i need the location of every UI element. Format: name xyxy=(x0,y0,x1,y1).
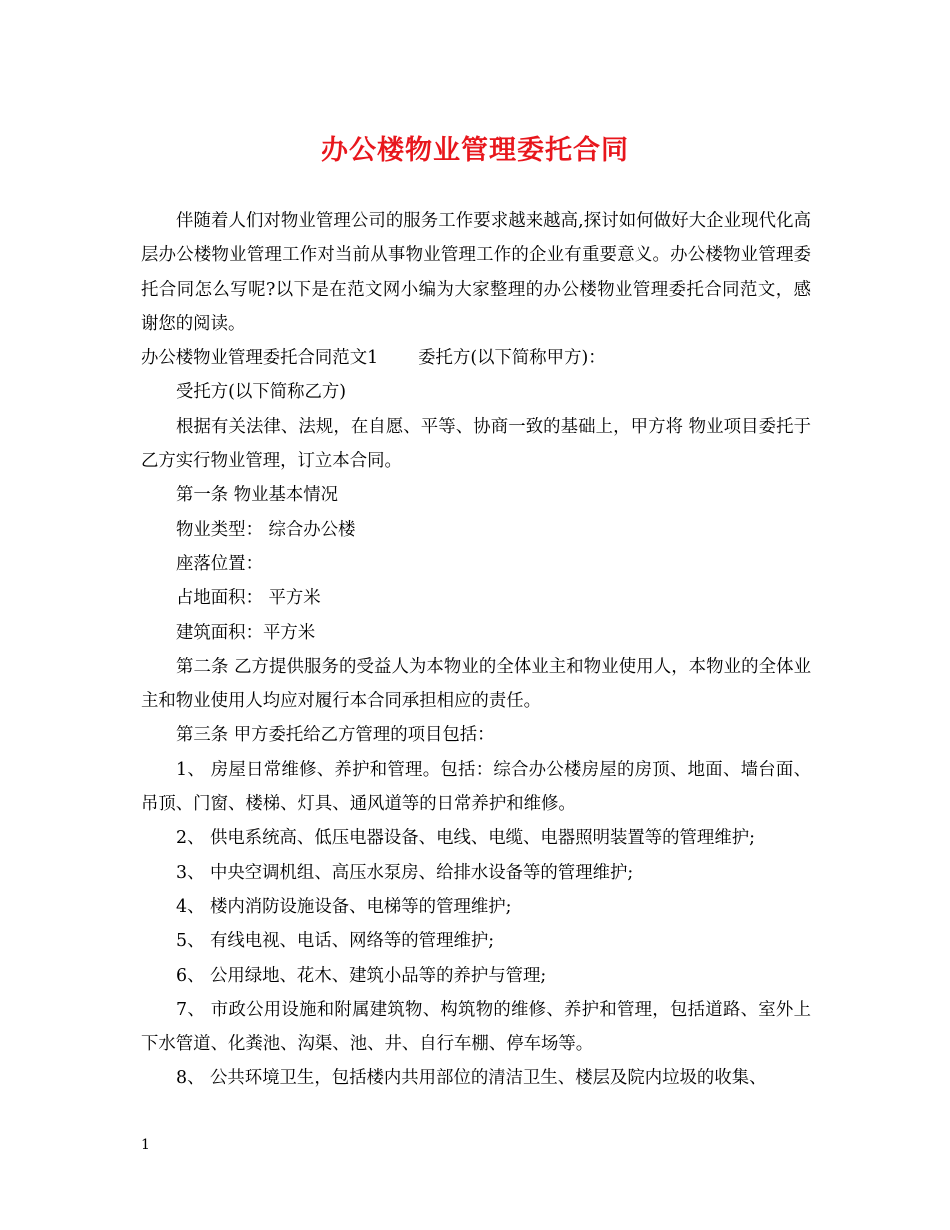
list-item: 3、 中央空调机组、高压水泵房、给排水设备等的管理维护; xyxy=(176,862,634,883)
list-item: 1、 房屋日常维修、养护和管理。包括：综合办公楼房屋的房顶、地面、墙台面、吊顶、门窗、楼梯、灯具、通风道等的日常养护和维修。 xyxy=(141,759,811,815)
document-title: 办公楼物业管理委托合同 xyxy=(321,135,629,166)
article-2-paragraph: 第二条 乙方提供服务的受益人为本物业的全体业主和物业使用人，本物业的全体业主和物业使用人均应对履行本合同承担相应的责任。 xyxy=(141,656,811,712)
intro-paragraph: 伴随着人们对物业管理公司的服务工作要求越来越高,探讨如何做好大企业现代化高层办公楼物业管理工作对当前从事物业管理工作的企业有重要意义。办公楼物业管理委托合同怎么写呢?以下是在范文网小编为大家整理的办公楼物业管理委托合同范文，感谢您的阅读。 xyxy=(141,211,811,334)
article-3-title: 第三条 甲方委托给乙方管理的项目包括： xyxy=(176,725,495,746)
sample-heading: 办公楼物业管理委托合同范文1 xyxy=(141,348,379,369)
list-item: 7、 市政公用设施和附属建筑物、构筑物的维修、养护和管理，包括道路、室外上下水管道、化粪池、沟渠、池、井、自行车棚、停车场等。 xyxy=(141,999,811,1055)
party-b-label: 受托方(以下简称乙方) xyxy=(176,382,347,403)
document-body xyxy=(141,204,811,1096)
page-number: 1 xyxy=(141,1137,150,1153)
land-area: 占地面积： 平方米 xyxy=(176,588,321,609)
building-area: 建筑面积：平方米 xyxy=(176,622,316,643)
party-a-label: 委托方(以下简称甲方)： xyxy=(418,348,606,369)
list-item: 6、 公用绿地、花木、建筑小品等的养护与管理; xyxy=(176,965,547,986)
list-item: 2、 供电系统高、低压电器设备、电线、电缆、电器照明装置等的管理维护; xyxy=(176,828,755,849)
preamble-paragraph: 根据有关法律、法规，在自愿、平等、协商一致的基础上，甲方将 物业项目委托于乙方实行物业管理，订立本合同。 xyxy=(141,416,811,472)
list-item: 8、 公共环境卫生，包括楼内共用部位的清洁卫生、楼层及院内垃圾的收集、 xyxy=(176,1068,767,1089)
list-item: 5、 有线电视、电话、网络等的管理维护; xyxy=(176,931,495,952)
sample-heading-line xyxy=(141,341,811,375)
property-location: 座落位置： xyxy=(176,553,263,574)
property-type: 物业类型： 综合办公楼 xyxy=(176,519,356,540)
article-1-title: 第一条 物业基本情况 xyxy=(176,485,339,506)
list-item: 4、 楼内消防设施设备、电梯等的管理维护; xyxy=(176,896,512,917)
